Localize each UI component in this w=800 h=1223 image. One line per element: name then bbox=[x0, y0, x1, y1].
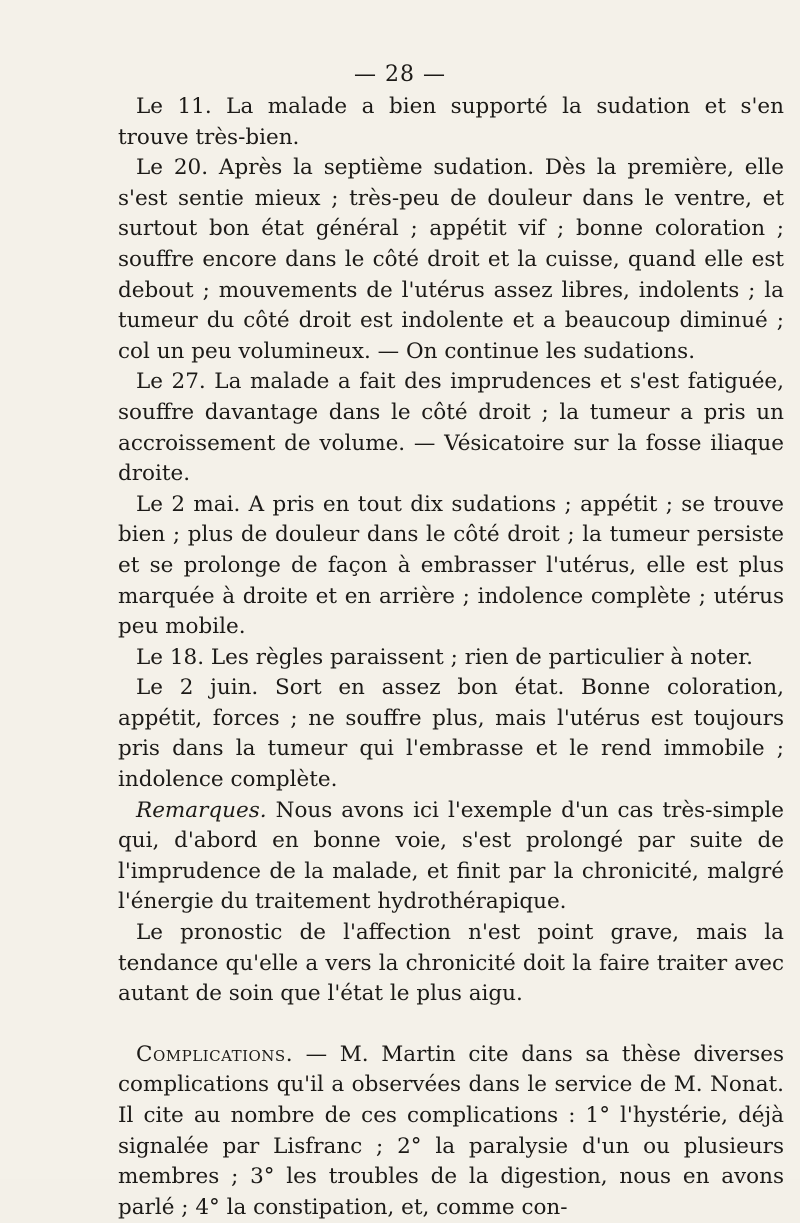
paragraph-entry-2-mai: Le 2 mai. A pris en tout dix sudations ; appétit ; se trouve bien ; plus de douleur dans le côté droit ; la tumeur persiste et se prolonge de façon à embrasser l'utérus, elle est plus marquée à droite et en arrière ; indolence complète ; utérus peu mobile. bbox=[118, 491, 784, 640]
paragraph-entry-11: Le 11. La malade a bien supporté la sudation et s'en trouve très-bien. bbox=[118, 94, 784, 150]
paragraph-complications bbox=[118, 1040, 784, 1223]
paragraph-entry-20: Le 20. Après la septième sudation. Dès la première, elle s'est sentie mieux ; très-peu de douleur dans le ventre, et surtout bon état général ; appétit vif ; bonne coloration ; souffre encore dans le côté droit et la cuisse, quand elle est debout ; mouvements de l'utérus assez libres, indolents ; la tumeur du côté droit est indolente et a beaucoup diminué ; col un peu volumineux. — On continue les sudations. bbox=[118, 155, 784, 364]
body-text bbox=[118, 92, 784, 1223]
page-number: — 28 — bbox=[354, 62, 446, 87]
paragraph-entry-18: Le 18. Les règles paraissent ; rien de particulier à noter. bbox=[136, 644, 753, 670]
paragraph-entry-2-juin: Le 2 juin. Sort en assez bon état. Bonne coloration, appétit, forces ; ne souffre plus, mais l'utérus est toujours pris dans la tumeur qui l'embrasse et le rend immobile ; indolence complète. bbox=[118, 675, 784, 793]
paragraph-pronostic: Le pronostic de l'affection n'est point grave, mais la tendance qu'elle a vers la chronicité doit la faire traiter avec autant de soin que l'état le plus aigu. bbox=[118, 920, 784, 1007]
complications-text: — M. Martin cite dans sa thèse diverses complications qu'il a observées dans le service de M. Nonat. Il cite au nombre de ces complications : 1° l'hystérie, déjà signalée par Lisfranc ; 2° la paralysie d'un ou plusieurs membres ; 3° les troubles de la digestion, nous en avons parlé ; 4° la constipation, et, comme con- bbox=[118, 1041, 784, 1220]
remarques-heading: Remarques. bbox=[136, 797, 267, 823]
remarques-text: Nous avons ici l'exemple d'un cas très-simple qui, d'abord en bonne voie, s'est prolongé par suite de l'imprudence de la malade, et finit par la chronicité, malgré l'énergie du traitement hydrothérapique. bbox=[118, 797, 784, 915]
paragraph-remarques bbox=[118, 796, 784, 918]
paragraph-entry-27: Le 27. La malade a fait des imprudences et s'est fatiguée, souffre davantage dans le côté droit ; la tumeur a pris un accroissement de volume. — Vésicatoire sur la fosse iliaque droite. bbox=[118, 369, 784, 487]
complications-heading: Complications. bbox=[136, 1041, 294, 1067]
